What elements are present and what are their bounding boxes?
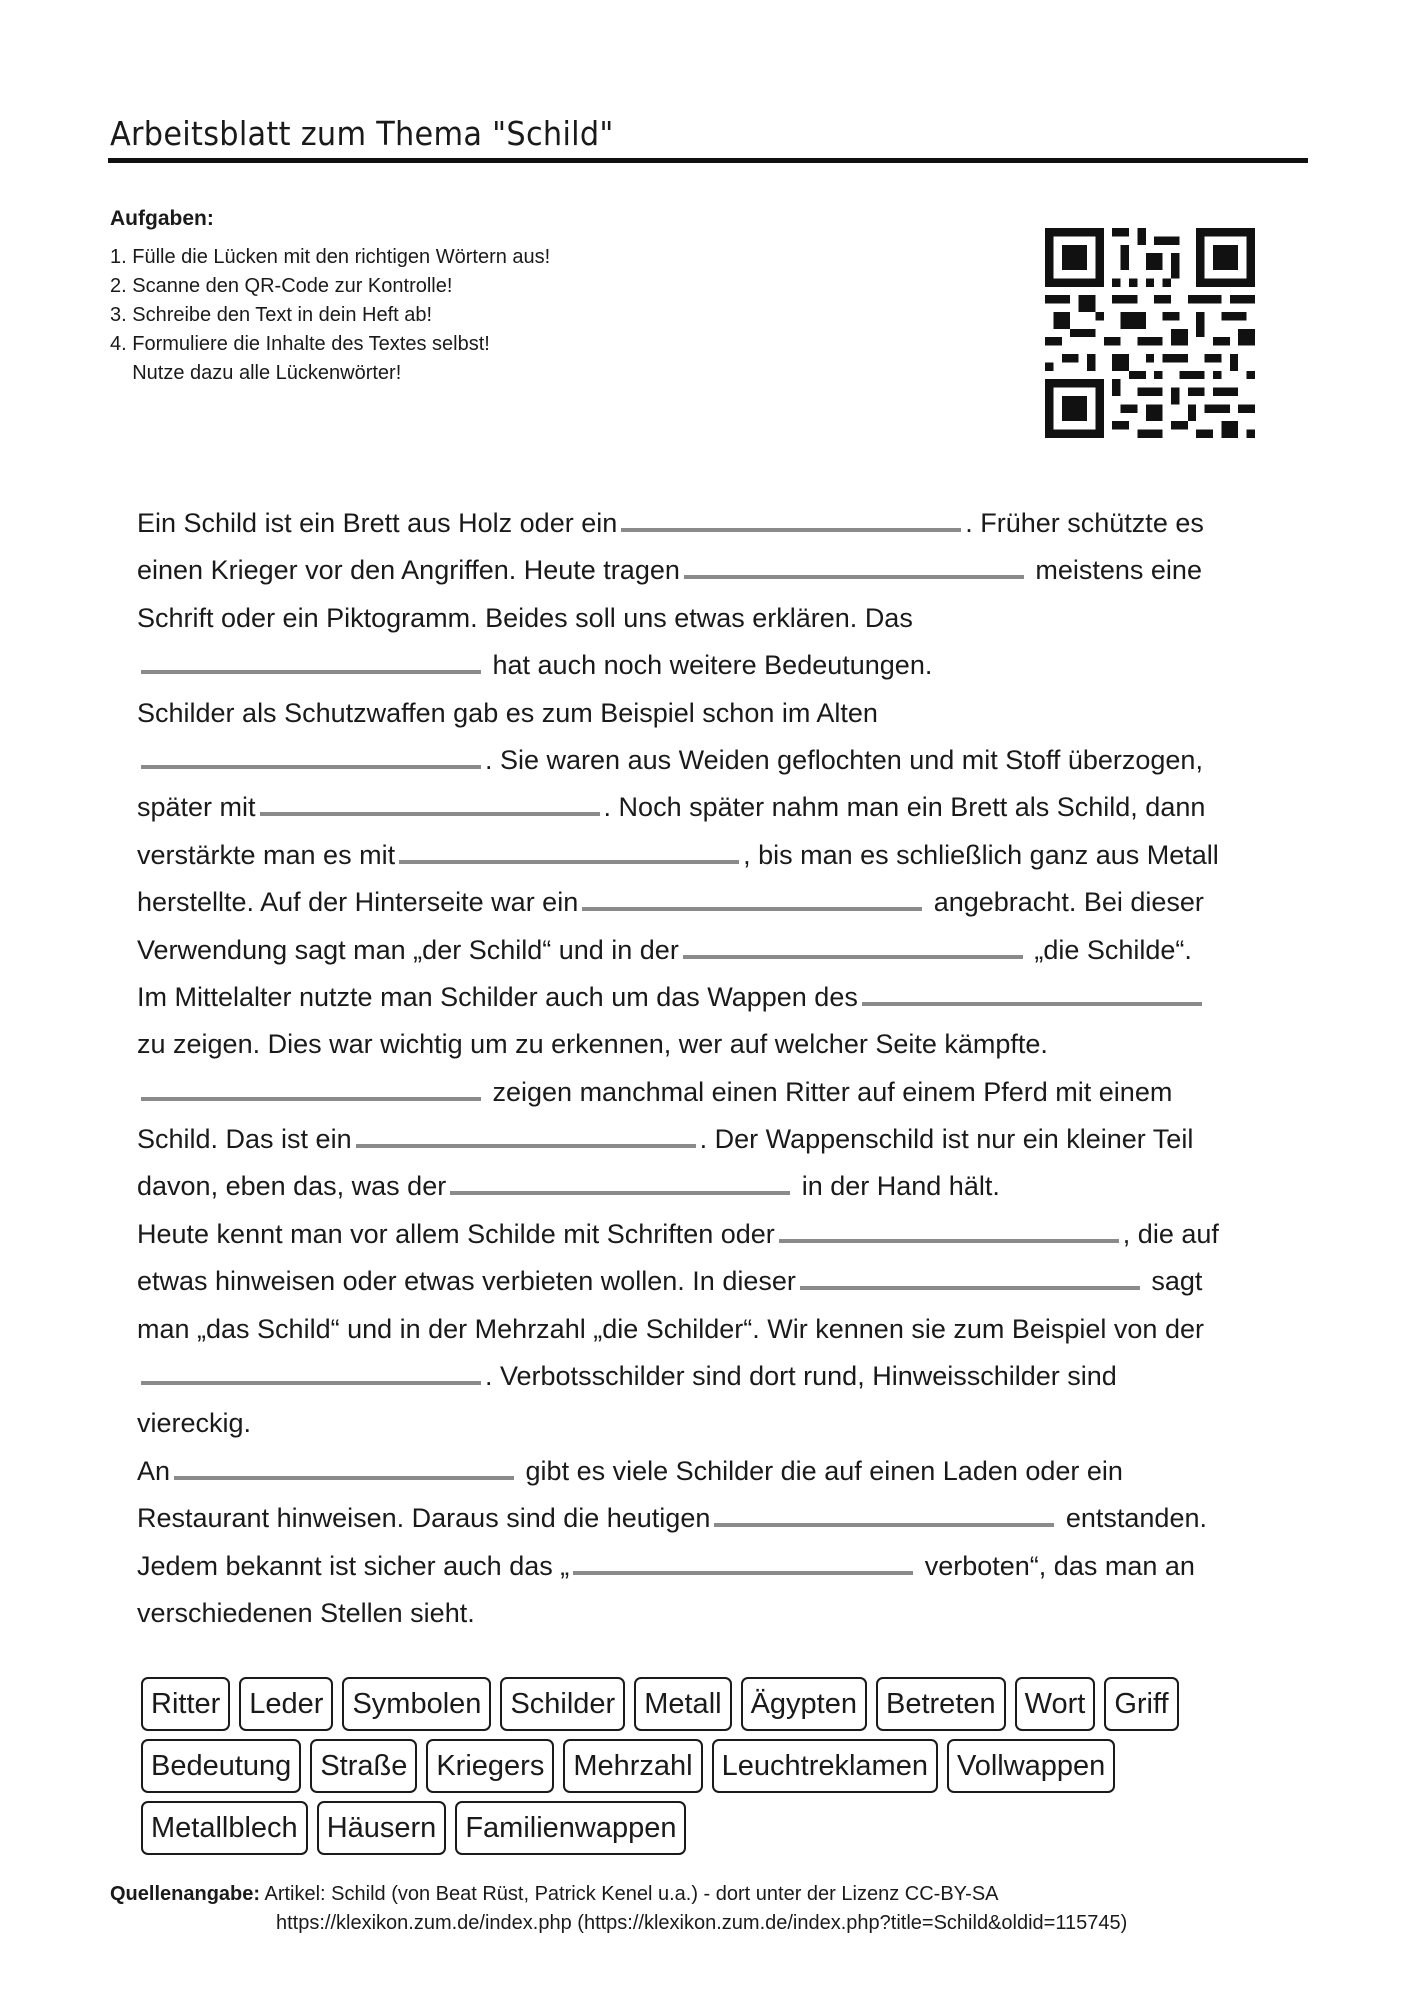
task-list [110,243,550,388]
cloze-text-segment: Schilder als Schutzwaffen gab es zum Beispiel schon im Alten [137,697,878,728]
cloze-text-segment: , die auf [1122,1218,1219,1249]
cloze-text-segment: zeigen manchmal einen Ritter auf einem Pferd mit einem [485,1076,1173,1107]
cloze-blank[interactable] [141,648,481,674]
cloze-text-segment: Ein Schild ist ein Brett aus Holz oder ein [137,508,618,538]
cloze-line [137,784,1287,831]
cloze-line [137,1495,1287,1542]
cloze-text-segment: Heute kennt man vor allem Schilde mit Schriften oder [137,1218,775,1249]
cloze-text-segment: verstärkte man es mit [137,839,396,870]
cloze-line [137,832,1287,879]
word-chip[interactable]: Ritter [141,1677,230,1731]
cloze-text-segment: sagt [1143,1266,1203,1297]
cloze-line [137,974,1287,1021]
cloze-line [137,737,1287,784]
cloze-text-segment: davon, eben das, was der [137,1171,447,1202]
cloze-text-segment: entstanden. [1058,1503,1207,1534]
cloze-text-segment: man „das Schild“ und in der Mehrzahl „die Schilder“. Wir kennen sie zum Beispiel von der [137,1313,1204,1344]
cloze-line [137,1590,1287,1637]
cloze-blank[interactable] [573,1549,913,1575]
cloze-line [137,1069,1287,1116]
cloze-blank[interactable] [800,1264,1140,1290]
cloze-text-segment: in der Hand hält. [794,1171,1000,1202]
cloze-line [137,595,1287,642]
cloze-line [137,1400,1287,1447]
task-item: 1. Fülle die Lücken mit den richtigen Wörtern aus! [110,246,551,268]
cloze-text-segment: . Früher schützte es [965,508,1204,538]
cloze-text-segment: meistens eine [1027,555,1202,586]
cloze-text-segment: zu zeigen. Dies war wichtig um zu erkennen, wer auf welcher Seite kämpfte. [137,1029,1048,1060]
cloze-blank[interactable] [141,1359,481,1385]
cloze-text-segment: viereckig. [137,1408,252,1439]
source-text: Artikel: Schild (von Beat Rüst, Patrick Kenel u.a.) - dort unter der Lizenz CC-BY-SA [260,1883,999,1905]
cloze-text-segment: Im Mittelalter nutzte man Schilder auch um das Wappen des [137,981,858,1012]
word-chip[interactable]: Schilder [500,1677,625,1731]
cloze-blank[interactable] [141,1075,481,1101]
word-bank-row [141,1801,1281,1855]
cloze-line [137,500,1287,547]
cloze-text-segment: etwas hinweisen oder etwas verbieten wollen. In dieser [137,1266,796,1297]
source-url[interactable]: https://klexikon.zum.de/index.php (https://klexikon.zum.de/index.php?title=Schild&oldid=115745) [276,1912,1128,1934]
tasks-heading: Aufgaben: [110,207,214,230]
cloze-text-segment: „die Schilde“. [1026,934,1192,965]
cloze-line [137,1021,1287,1068]
cloze-text-segment: hat auch noch weitere Bedeutungen. [485,650,933,681]
cloze-blank[interactable] [862,980,1202,1006]
word-chip[interactable]: Kriegers [426,1739,554,1793]
cloze-line [137,547,1287,594]
word-chip[interactable]: Straße [310,1739,417,1793]
cloze-text-segment: später mit [137,792,256,823]
word-bank-row [141,1739,1281,1793]
word-bank-row [141,1677,1281,1731]
word-chip[interactable]: Mehrzahl [563,1739,702,1793]
cloze-blank[interactable] [260,790,600,816]
cloze-blank[interactable] [684,553,1024,579]
cloze-blank[interactable] [621,506,961,532]
task-item: 3. Schreibe den Text in dein Heft ab! [110,304,433,326]
cloze-text-segment: gibt es viele Schilder die auf einen Laden oder ein [518,1455,1123,1486]
page-title: Arbeitsblatt zum Thema "Schild" [110,114,614,153]
cloze-text [137,500,1287,1637]
cloze-text-segment: verboten“, das man an [917,1550,1195,1581]
word-chip[interactable]: Familienwappen [455,1801,686,1855]
cloze-line [137,927,1287,974]
word-chip[interactable]: Metall [634,1677,731,1731]
cloze-line [137,1353,1287,1400]
cloze-blank[interactable] [582,885,922,911]
cloze-line [137,1543,1287,1590]
word-chip[interactable]: Betreten [876,1677,1006,1731]
cloze-text-segment: . Sie waren aus Weiden geflochten und mit Stoff überzogen, [485,744,1203,775]
cloze-line [137,879,1287,926]
cloze-text-segment: , bis man es schließlich ganz aus Metall [743,839,1219,870]
cloze-line [137,1306,1287,1353]
cloze-text-segment: Jedem bekannt ist sicher auch das „ [137,1550,570,1581]
cloze-text-segment: Schild. Das ist ein [137,1124,352,1155]
cloze-line [137,1163,1287,1210]
cloze-text-segment: verschiedenen Stellen sieht. [137,1597,475,1628]
task-item: 4. Formuliere die Inhalte des Textes selbst! [110,333,490,355]
cloze-blank[interactable] [450,1169,790,1195]
cloze-text-segment: Verwendung sagt man „der Schild“ und in der [137,934,679,965]
cloze-blank[interactable] [683,933,1023,959]
word-chip[interactable]: Griff [1104,1677,1178,1731]
cloze-blank[interactable] [356,1122,696,1148]
cloze-blank[interactable] [779,1217,1119,1243]
cloze-blank[interactable] [174,1454,514,1480]
cloze-blank[interactable] [141,743,481,769]
word-chip[interactable]: Vollwappen [947,1739,1115,1793]
task-item: Nutze dazu alle Lückenwörter! [110,362,402,384]
cloze-line [137,1448,1287,1495]
cloze-blank[interactable] [714,1501,1054,1527]
word-chip[interactable]: Symbolen [342,1677,491,1731]
cloze-text-segment: Restaurant hinweisen. Daraus sind die heutigen [137,1503,711,1534]
cloze-text-segment: Schrift oder ein Piktogramm. Beides soll uns etwas erklären. Das [137,602,913,633]
cloze-line [137,1116,1287,1163]
cloze-text-segment: herstellte. Auf der Hinterseite war ein [137,887,579,918]
cloze-text-segment: . Verbotsschilder sind dort rund, Hinweisschilder sind [485,1361,1117,1392]
cloze-text-segment: . Der Wappenschild ist nur ein kleiner Teil [699,1124,1194,1155]
word-chip[interactable]: Metallblech [141,1801,308,1855]
source-label: Quellenangabe: [110,1883,261,1905]
word-chip[interactable]: Bedeutung [141,1739,301,1793]
source-citation [110,1880,1127,1938]
qr-code-icon[interactable] [1045,228,1255,438]
cloze-text-segment: einen Krieger vor den Angriffen. Heute tragen [137,555,680,586]
word-chip[interactable]: Leder [239,1677,333,1731]
title-divider [108,158,1308,163]
cloze-line [137,1211,1287,1258]
cloze-blank[interactable] [399,838,739,864]
cloze-line [137,1258,1287,1305]
word-chip[interactable]: Ägypten [741,1677,867,1731]
cloze-line [137,642,1287,689]
cloze-text-segment: An [137,1455,171,1486]
word-chip[interactable]: Leuchtreklamen [712,1739,938,1793]
cloze-line [137,690,1287,737]
task-item: 2. Scanne den QR-Code zur Kontrolle! [110,275,453,297]
cloze-text-segment: angebracht. Bei dieser [926,887,1204,918]
word-bank [141,1677,1281,1863]
word-chip[interactable]: Häusern [317,1801,447,1855]
cloze-text-segment: . Noch später nahm man ein Brett als Schild, dann [603,792,1206,823]
word-chip[interactable]: Wort [1015,1677,1096,1731]
